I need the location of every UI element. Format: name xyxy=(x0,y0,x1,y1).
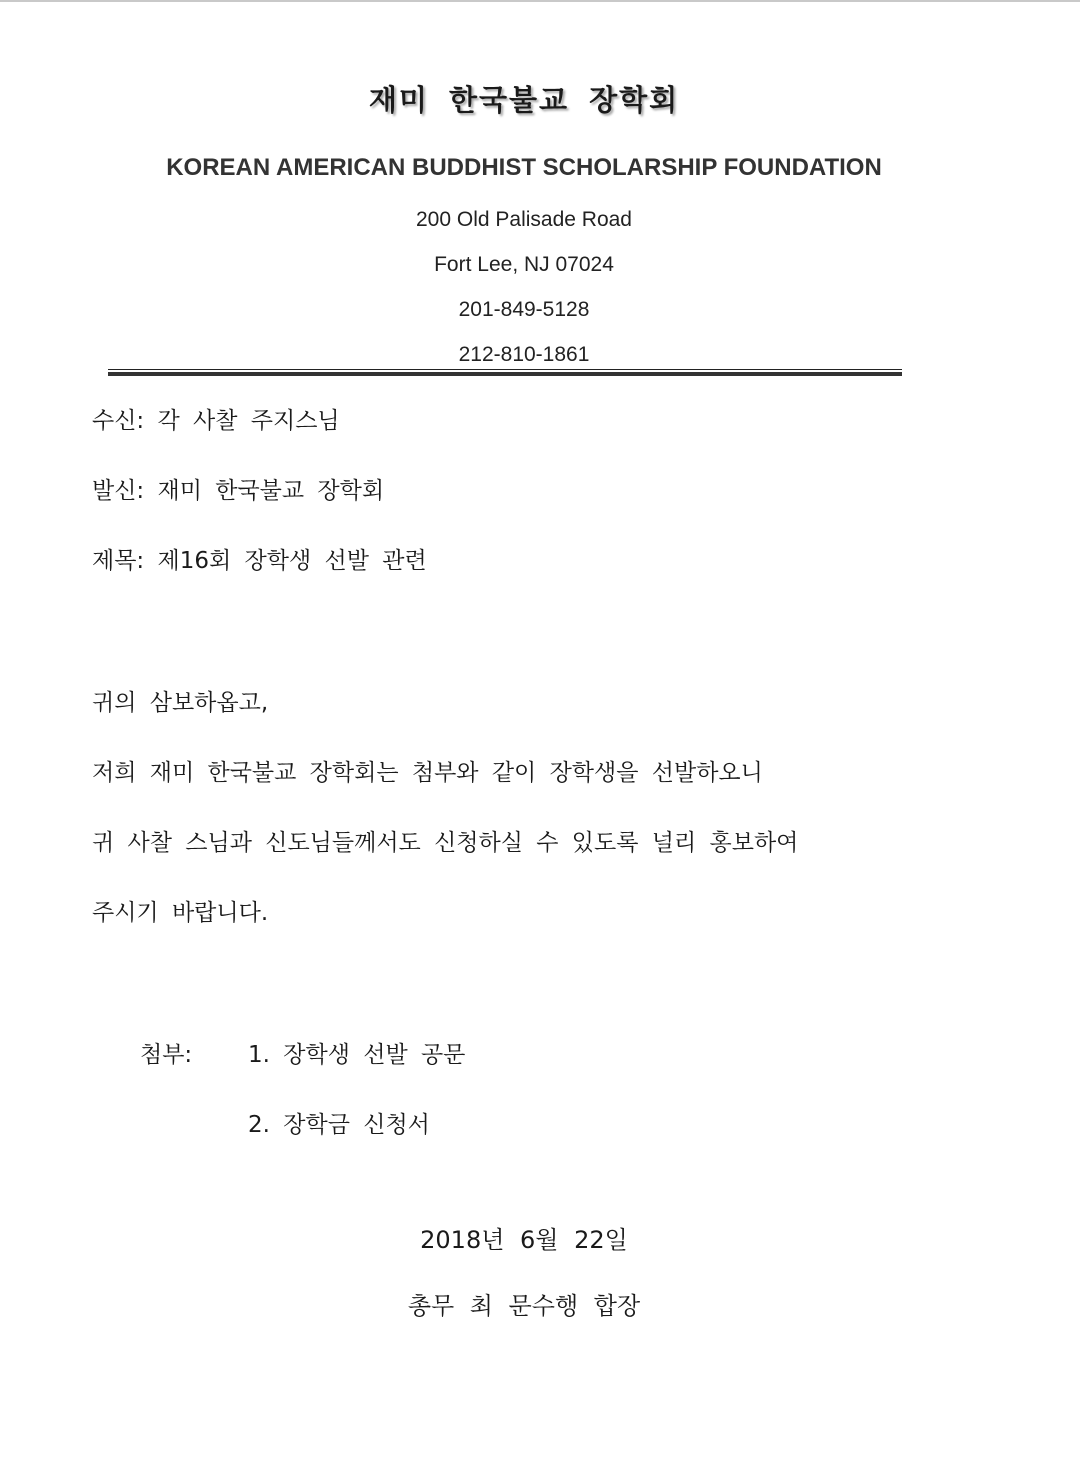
divider-thick-line xyxy=(108,372,902,376)
attachment-item: 1. 장학생 선발 공문 xyxy=(248,1042,466,1068)
page-top-edge xyxy=(0,0,1080,2)
address-street: 200 Old Palisade Road xyxy=(416,208,632,231)
letterhead-title-english: KOREAN AMERICAN BUDDHIST SCHOLARSHIP FOUNDATION xyxy=(166,154,882,181)
body-greeting: 귀의 삼보하옵고, xyxy=(92,690,269,716)
attachment-item: 2. 장학금 신청서 xyxy=(248,1112,430,1138)
letter-signature: 총무 최 문수행 합장 xyxy=(407,1292,641,1320)
letterhead-divider xyxy=(108,369,902,376)
memo-subject: 제목: 제16회 장학생 선발 관련 xyxy=(92,548,427,574)
phone-number-2: 212-810-1861 xyxy=(458,343,590,366)
letterhead-title-korean: 재미 한국불교 장학회 xyxy=(368,83,680,117)
memo-recipient: 수신: 각 사찰 주지스님 xyxy=(92,408,340,434)
body-line-1: 저희 재미 한국불교 장학회는 첨부와 같이 장학생을 선발하오니 xyxy=(92,760,763,786)
attachments-label: 첨부: xyxy=(140,1042,193,1068)
divider-thin-line xyxy=(108,369,902,370)
memo-sender: 발신: 재미 한국불교 장학회 xyxy=(92,478,385,504)
body-line-2: 귀 사찰 스님과 신도님들께서도 신청하실 수 있도록 널리 홍보하여 xyxy=(92,830,799,856)
body-line-3: 주시기 바랍니다. xyxy=(92,900,269,926)
phone-number-1: 201-849-5128 xyxy=(458,298,590,321)
letter-date: 2018년 6월 22일 xyxy=(420,1226,628,1254)
address-city: Fort Lee, NJ 07024 xyxy=(434,253,614,276)
